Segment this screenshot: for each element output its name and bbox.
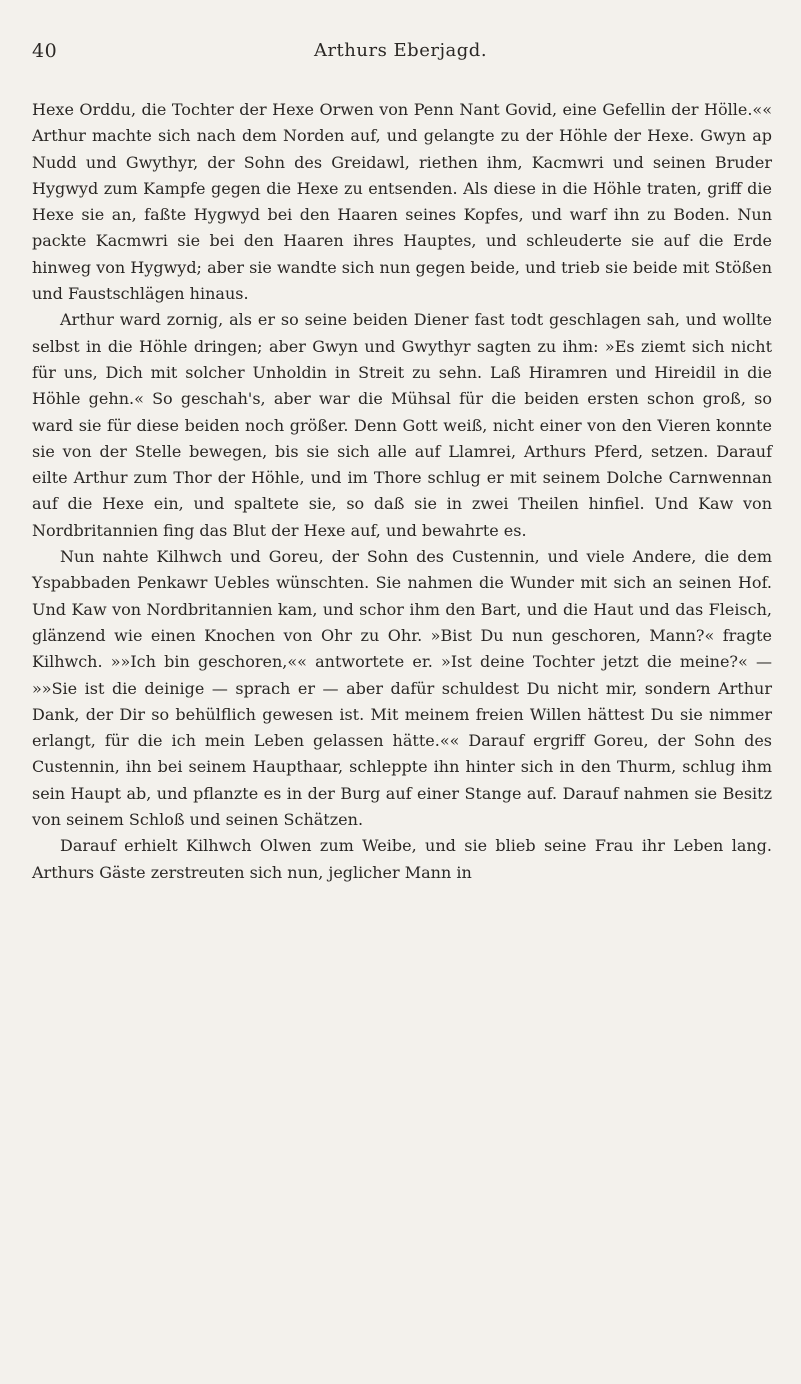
paragraph-4: Darauf erhielt Kilhwch Olwen zum Weibe, und sie blieb seine Frau ihr Leben lang. Arthurs Gäste zerstreuten sich nun, jeglicher Mann in xyxy=(32,836,772,882)
paragraph-3: Nun nahte Kilhwch und Goreu, der Sohn des Custennin, und viele Andere, die dem Yspabbaden Penkawr Uebles wünschten. Sie nahmen die Wunder mit sich an seinen Hof. Und Kaw von Nordbritannien kam, und schor ihm den Bart, und die Haut und das Fleisch, glänzend wie einen Knochen von Ohr zu Ohr. »Bist Du nun geschoren, Mann?« fragte Kilhwch. »»Ich bin geschoren,«« antwortete er. »Ist deine Tochter jetzt die meine?« — »»Sie ist die deinige — sprach er — aber dafür schuldest Du nicht mir, sondern Arthur Dank, der Dir so behülflich gewesen ist. Mit meinem freien Willen hättest Du sie nimmer erlangt, für die ich mein Leben gelassen hätte.«« Darauf ergriff Goreu, der Sohn des Custennin, ihn bei seinem Haupthaar, schleppte ihn hinter sich in den Thurm, schlug ihm sein Haupt ab, und pflanzte es in der Burg auf einer Stange auf. Darauf nahmen sie Besitz von seinem Schloß und seinen Schätzen. xyxy=(32,547,772,830)
page-number: 40 xyxy=(32,40,58,62)
paragraph-2: Arthur ward zornig, als er so seine beiden Diener fast todt geschlagen sah, und wollte selbst in die Höhle dringen; aber Gwyn und Gwythyr sagten zu ihm: »Es ziemt sich nicht für uns, Dich mit solcher Unholdin in Streit zu sehn. Laß Hiramren und Hireidil in die Höhle gehn.« So geschah's, aber war die Mühsal für die beiden ersten schon groß, so ward sie für diese beiden noch größer. Denn Gott weiß, nicht einer von den Vieren konnte sie von der Stelle bewegen, bis sie sich alle auf Llamrei, Arthurs Pferd, setzen. Darauf eilte Arthur zum Thor der Höhle, und im Thore schlug er mit seinem Dolche Carnwennan auf die Hexe ein, und spaltete sie, so daß sie in zwei Theilen hinfiel. Und Kaw von Nordbritannien fing das Blut der Hexe auf, und bewahrte es. xyxy=(32,310,772,540)
body-text xyxy=(32,97,772,886)
running-head: Arthurs Eberjagd. xyxy=(313,40,488,61)
paragraph-1: Hexe Orddu, die Tochter der Hexe Orwen von Penn Nant Govid, eine Gefellin der Hölle.«« Arthur machte sich nach dem Norden auf, und gelangte zu der Höhle der Hexe. Gwyn ap Nudd und Gwythyr, der Sohn des Greidawl, riethen ihm, Kacmwri und seinen Bruder Hygwyd zum Kampfe gegen die Hexe zu entsenden. Als diese in die Höhle traten, griff die Hexe sie an, faßte Hygwyd bei den Haaren seines Kopfes, und warf ihn zu Boden. Nun packte Kacmwri sie bei den Haaren ihres Hauptes, und schleuderte sie auf die Erde hinweg von Hygwyd; aber sie wandte sich nun gegen beide, und trieb sie beide mit Stößen und Faustschlägen hinaus. xyxy=(32,100,772,304)
